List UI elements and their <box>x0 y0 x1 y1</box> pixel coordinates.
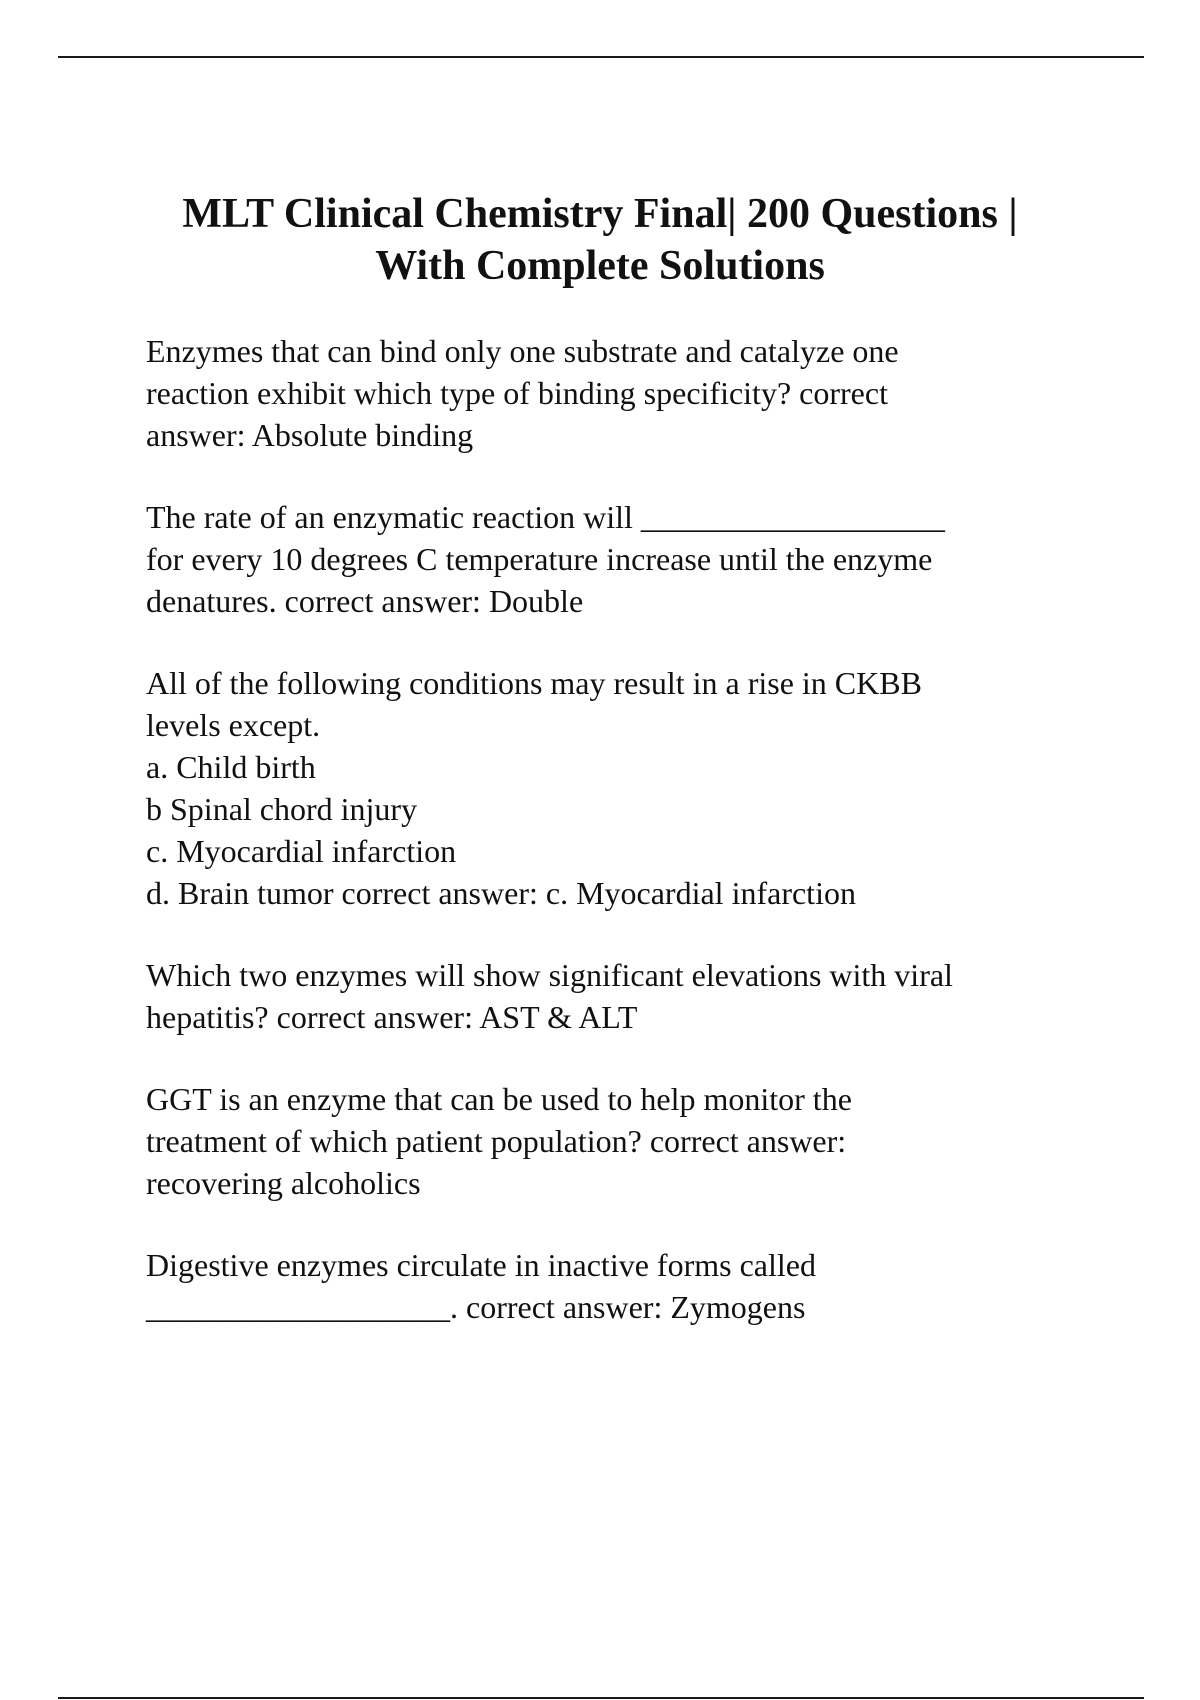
question-line: Enzymes that can bind only one substrate and catalyze one <box>146 333 899 369</box>
question-line: GGT is an enzyme that can be used to help monitor the <box>146 1081 852 1117</box>
answer-line: recovering alcoholics <box>146 1165 421 1201</box>
option-line: a. Child birth <box>146 749 316 785</box>
title-line-1: MLT Clinical Chemistry Final| 200 Questions | <box>182 191 1018 237</box>
bottom-rule <box>58 1697 1144 1699</box>
document-title <box>100 188 1100 292</box>
answer-line: denatures. correct answer: Double <box>146 583 584 619</box>
option-line: c. Myocardial infarction <box>146 833 457 869</box>
question-line: levels except. <box>146 707 321 743</box>
question-line: Which two enzymes will show significant elevations with viral <box>146 957 953 993</box>
question-line: reaction exhibit which type of binding specificity? correct <box>146 375 888 411</box>
question-line: The rate of an enzymatic reaction will ___________________ <box>146 499 945 535</box>
top-rule <box>58 56 1144 58</box>
answer-line: hepatitis? correct answer: AST & ALT <box>146 999 638 1035</box>
option-line: b Spinal chord injury <box>146 791 418 827</box>
answer-line: ___________________. correct answer: Zymogens <box>146 1289 806 1325</box>
answer-line: d. Brain tumor correct answer: c. Myocardial infarction <box>146 875 856 911</box>
question-item <box>146 662 1086 914</box>
question-item <box>146 330 1086 456</box>
question-line: treatment of which patient population? correct answer: <box>146 1123 847 1159</box>
question-item <box>146 954 1086 1038</box>
question-item <box>146 1078 1086 1204</box>
question-list <box>146 330 1086 1368</box>
title-line-2: With Complete Solutions <box>375 243 825 289</box>
question-item <box>146 496 1086 622</box>
question-line: for every 10 degrees C temperature increase until the enzyme <box>146 541 933 577</box>
answer-line: answer: Absolute binding <box>146 417 474 453</box>
question-line: Digestive enzymes circulate in inactive forms called <box>146 1247 816 1283</box>
question-item <box>146 1244 1086 1328</box>
question-line: All of the following conditions may result in a rise in CKBB <box>146 665 922 701</box>
